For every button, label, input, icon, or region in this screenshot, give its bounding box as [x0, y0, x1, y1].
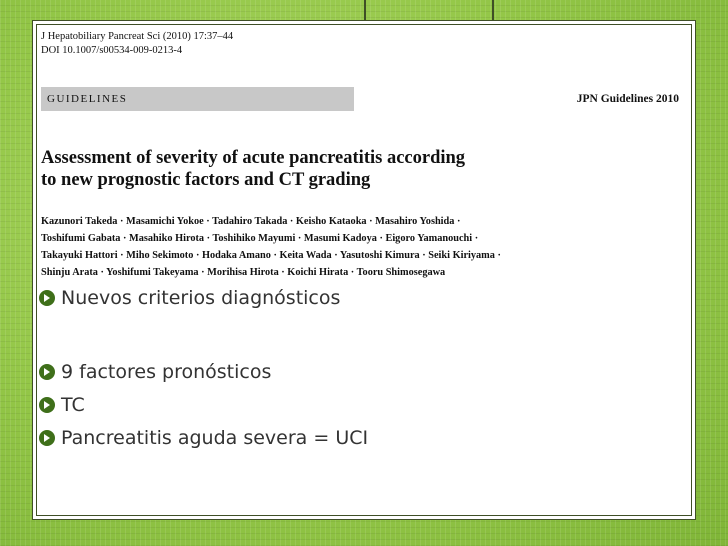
bullet-text: Nuevos criterios diagnósticos [61, 287, 341, 309]
bullet-text: 9 factores pronósticos [61, 361, 272, 383]
bullet-item [39, 394, 85, 416]
author-line: Kazunori Takeda · Masamichi Yokoe · Tadahiro Takada · Keisho Kataoka · Masahiro Yoshida · [41, 216, 461, 227]
leaf-bullet-icon [39, 397, 55, 413]
section-label: GUIDELINES [47, 93, 128, 105]
author-line: Toshifumi Gabata · Masahiko Hirota · Toshihiko Mayumi · Masumi Kadoya · Eigoro Yamanouchi · [41, 233, 479, 244]
leaf-bullet-icon [39, 430, 55, 446]
journal-citation: J Hepatobiliary Pancreat Sci (2010) 17:37–44 [41, 31, 234, 42]
paper-title-line: Assessment of severity of acute pancreatitis according [41, 148, 466, 168]
paper-title [41, 147, 601, 191]
series-label-text: JPN Guidelines 2010 [576, 93, 679, 105]
paper-title-line: to new prognostic factors and CT grading [41, 170, 371, 190]
bullet-item [39, 287, 340, 309]
bullet-text: Pancreatitis aguda severa = UCI [61, 427, 369, 449]
author-line: Shinju Arata · Yoshifumi Takeyama · Morihisa Hirota · Koichi Hirata · Tooru Shimosegawa [41, 267, 446, 278]
leaf-bullet-icon [39, 290, 55, 306]
author-line: Takayuki Hattori · Miho Sekimoto · Hodaka Amano · Keita Wada · Yasutoshi Kimura · Seiki Kiriyama · [41, 250, 501, 261]
bullet-item [39, 427, 368, 449]
bullet-text: TC [61, 394, 85, 416]
bullet-item [39, 361, 271, 383]
section-banner [41, 87, 354, 111]
leaf-bullet-icon [39, 364, 55, 380]
slide-content-panel [32, 20, 696, 520]
author-list [41, 213, 681, 281]
series-label [577, 93, 679, 105]
doi-line: DOI 10.1007/s00534-009-0213-4 [41, 45, 183, 56]
